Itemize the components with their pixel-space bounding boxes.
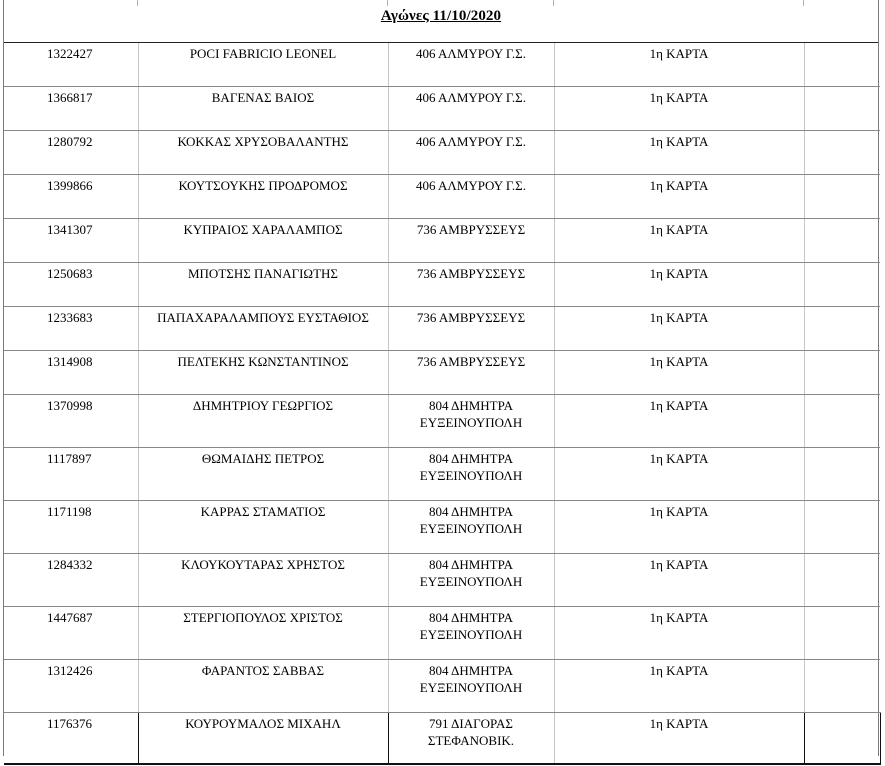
team-line: 804 ΔΗΜΗΤΡΑ	[428, 610, 514, 625]
player-id: 1176376	[4, 713, 138, 765]
team-cell	[388, 263, 554, 307]
player-id: 1322427	[4, 43, 138, 87]
table-row	[4, 501, 880, 554]
penalty: 1η ΚΑΡΤΑ	[554, 501, 804, 554]
team-cell	[388, 175, 554, 219]
player-name: ΚΟΥΡΟΥΜΑΛΟΣ ΜΙΧΑΗΛ	[138, 713, 388, 765]
team-line: ΣΤΕΦΑΝΟΒΙΚ.	[427, 733, 515, 748]
table-row	[4, 263, 880, 307]
player-id: 1284332	[4, 554, 138, 607]
player-id: 1250683	[4, 263, 138, 307]
team-cell	[388, 307, 554, 351]
table-row	[4, 607, 880, 660]
penalty: 1η ΚΑΡΤΑ	[554, 660, 804, 713]
team-line: 804 ΔΗΜΗΤΡΑ	[428, 557, 514, 572]
penalty: 1η ΚΑΡΤΑ	[554, 219, 804, 263]
team-cell	[388, 395, 554, 448]
table-row	[4, 395, 880, 448]
team-line: ΕΥΞΕΙΝΟΥΠΟΛΗ	[419, 468, 523, 483]
team-line: ΕΥΞΕΙΝΟΥΠΟΛΗ	[419, 574, 523, 589]
table-row	[4, 554, 880, 607]
table-row	[4, 43, 880, 87]
team-line: 804 ΔΗΜΗΤΡΑ	[428, 451, 514, 466]
empty-cell	[804, 501, 880, 554]
empty-cell	[804, 448, 880, 501]
team-line: ΕΥΞΕΙΝΟΥΠΟΛΗ	[419, 415, 523, 430]
team-line: 406 ΑΛΜΥΡΟΥ Γ.Σ.	[416, 134, 526, 149]
team-line: 804 ΔΗΜΗΤΡΑ	[428, 504, 514, 519]
empty-cell	[804, 175, 880, 219]
team-cell	[388, 554, 554, 607]
player-name: ΚΟΚΚΑΣ ΧΡΥΣΟΒΑΛΑΝΤΗΣ	[138, 131, 388, 175]
team-line: 804 ΔΗΜΗΤΡΑ	[428, 398, 514, 413]
team-cell	[388, 660, 554, 713]
records-table	[4, 43, 881, 765]
table-row	[4, 87, 880, 131]
player-name: ΦΑΡΑΝΤΟΣ ΣΑΒΒΑΣ	[138, 660, 388, 713]
penalty: 1η ΚΑΡΤΑ	[554, 87, 804, 131]
empty-cell	[804, 351, 880, 395]
table-row	[4, 660, 880, 713]
empty-cell	[804, 307, 880, 351]
player-id: 1171198	[4, 501, 138, 554]
penalty: 1η ΚΑΡΤΑ	[554, 307, 804, 351]
title-row	[4, 0, 878, 43]
empty-cell	[804, 607, 880, 660]
penalty: 1η ΚΑΡΤΑ	[554, 554, 804, 607]
page-title: Αγώνες 11/10/2020	[380, 8, 502, 24]
player-name: ΘΩΜΑΙΔΗΣ ΠΕΤΡΟΣ	[138, 448, 388, 501]
team-line: 736 ΑΜΒΡΥΣΣΕΥΣ	[416, 354, 526, 369]
player-id: 1233683	[4, 307, 138, 351]
player-name: ΚΛΟΥΚΟΥΤΑΡΑΣ ΧΡΗΣΤΟΣ	[138, 554, 388, 607]
table-row	[4, 448, 880, 501]
player-name: ΚΑΡΡΑΣ ΣΤΑΜΑΤΙΟΣ	[138, 501, 388, 554]
team-line: 406 ΑΛΜΥΡΟΥ Γ.Σ.	[416, 46, 526, 61]
team-line: 736 ΑΜΒΡΥΣΣΕΥΣ	[416, 222, 526, 237]
player-name: ΒΑΓΕΝΑΣ ΒΑΙΟΣ	[138, 87, 388, 131]
player-name: ΠΑΠΑΧΑΡΑΛΑΜΠΟΥΣ ΕΥΣΤΑΘΙΟΣ	[138, 307, 388, 351]
player-id: 1314908	[4, 351, 138, 395]
team-line: ΕΥΞΕΙΝΟΥΠΟΛΗ	[419, 521, 523, 536]
team-line: 791 ΔΙΑΓΟΡΑΣ	[428, 716, 514, 731]
penalty: 1η ΚΑΡΤΑ	[554, 175, 804, 219]
team-line: ΕΥΞΕΙΝΟΥΠΟΛΗ	[419, 680, 523, 695]
disciplinary-table-sheet	[3, 0, 879, 756]
team-cell	[388, 351, 554, 395]
table-row	[4, 713, 880, 765]
player-name: ΔΗΜΗΤΡΙΟΥ ΓΕΩΡΓΙΟΣ	[138, 395, 388, 448]
team-line: 406 ΑΛΜΥΡΟΥ Γ.Σ.	[416, 178, 526, 193]
player-name: ΜΠΟΤΣΗΣ ΠΑΝΑΓΙΩΤΗΣ	[138, 263, 388, 307]
player-id: 1366817	[4, 87, 138, 131]
penalty: 1η ΚΑΡΤΑ	[554, 607, 804, 660]
team-cell	[388, 448, 554, 501]
player-id: 1312426	[4, 660, 138, 713]
penalty: 1η ΚΑΡΤΑ	[554, 713, 804, 765]
player-id: 1341307	[4, 219, 138, 263]
table-row	[4, 351, 880, 395]
player-name: ΚΥΠΡΑΙΟΣ ΧΑΡΑΛΑΜΠΟΣ	[138, 219, 388, 263]
empty-cell	[804, 219, 880, 263]
player-name: POCI FABRICIO LEONEL	[138, 43, 388, 87]
penalty: 1η ΚΑΡΤΑ	[554, 448, 804, 501]
penalty: 1η ΚΑΡΤΑ	[554, 263, 804, 307]
team-cell	[388, 713, 554, 765]
empty-cell	[804, 87, 880, 131]
penalty: 1η ΚΑΡΤΑ	[554, 131, 804, 175]
player-id: 1399866	[4, 175, 138, 219]
table-row	[4, 175, 880, 219]
penalty: 1η ΚΑΡΤΑ	[554, 395, 804, 448]
team-line: ΕΥΞΕΙΝΟΥΠΟΛΗ	[419, 627, 523, 642]
empty-cell	[804, 660, 880, 713]
team-line: 736 ΑΜΒΡΥΣΣΕΥΣ	[416, 266, 526, 281]
team-cell	[388, 501, 554, 554]
team-cell	[388, 131, 554, 175]
player-name: ΣΤΕΡΓΙΟΠΟΥΛΟΣ ΧΡΙΣΤΟΣ	[138, 607, 388, 660]
team-cell	[388, 87, 554, 131]
penalty: 1η ΚΑΡΤΑ	[554, 351, 804, 395]
team-cell	[388, 43, 554, 87]
team-line: 406 ΑΛΜΥΡΟΥ Γ.Σ.	[416, 90, 526, 105]
empty-cell	[804, 713, 880, 765]
empty-cell	[804, 554, 880, 607]
player-id: 1117897	[4, 448, 138, 501]
empty-cell	[804, 263, 880, 307]
empty-cell	[804, 395, 880, 448]
table-row	[4, 307, 880, 351]
player-id: 1280792	[4, 131, 138, 175]
penalty: 1η ΚΑΡΤΑ	[554, 43, 804, 87]
table-row	[4, 131, 880, 175]
empty-cell	[804, 43, 880, 87]
player-name: ΚΟΥΤΣΟΥΚΗΣ ΠΡΟΔΡΟΜΟΣ	[138, 175, 388, 219]
team-cell	[388, 219, 554, 263]
player-name: ΠΕΛΤΕΚΗΣ ΚΩΝΣΤΑΝΤΙΝΟΣ	[138, 351, 388, 395]
player-id: 1447687	[4, 607, 138, 660]
team-cell	[388, 607, 554, 660]
empty-cell	[804, 131, 880, 175]
team-line: 736 ΑΜΒΡΥΣΣΕΥΣ	[416, 310, 526, 325]
player-id: 1370998	[4, 395, 138, 448]
team-line: 804 ΔΗΜΗΤΡΑ	[428, 663, 514, 678]
table-row	[4, 219, 880, 263]
